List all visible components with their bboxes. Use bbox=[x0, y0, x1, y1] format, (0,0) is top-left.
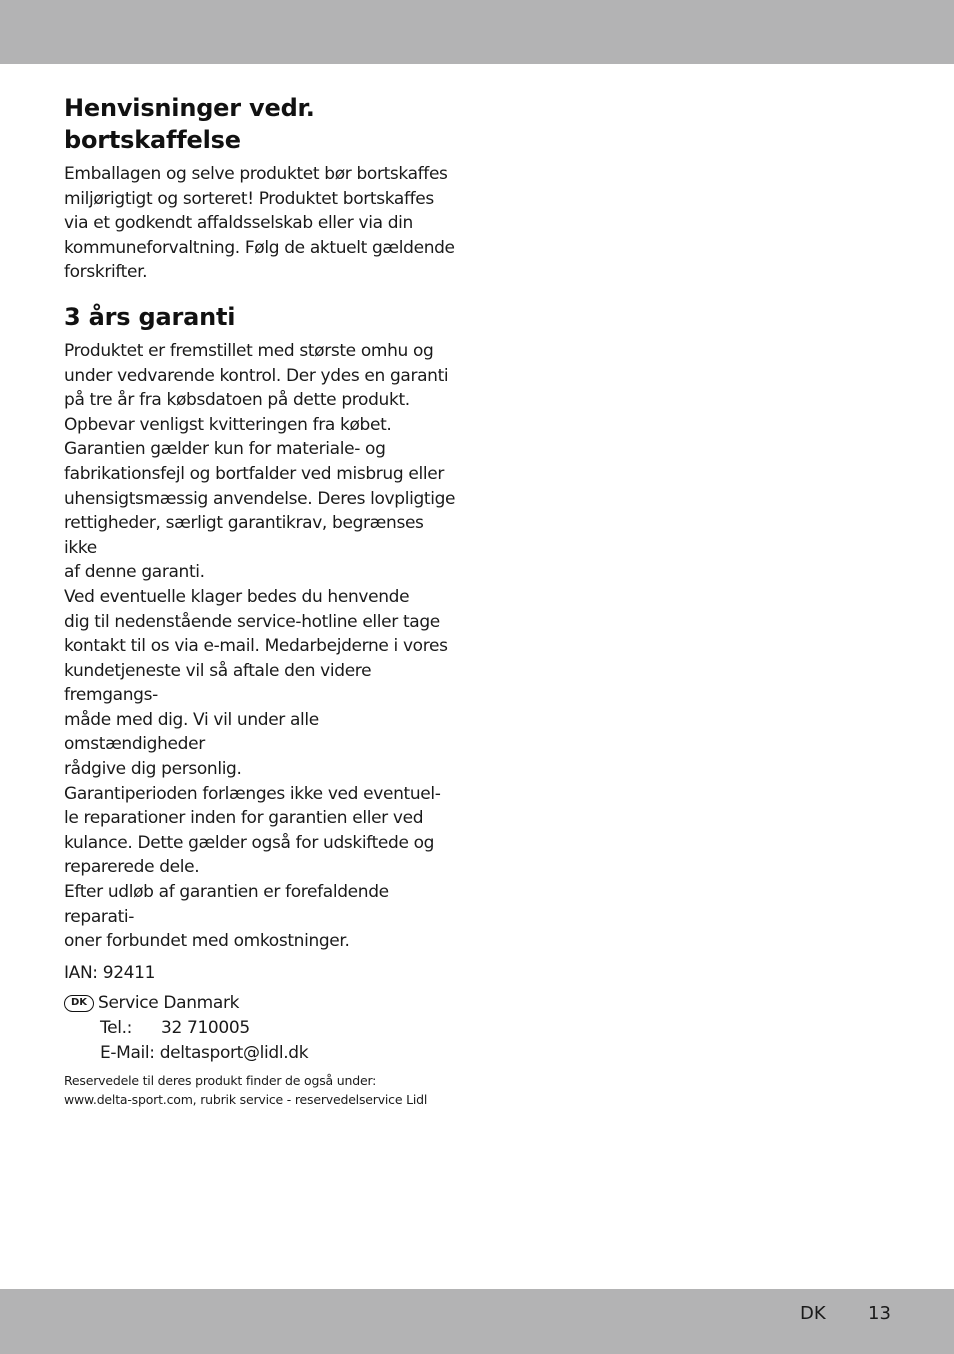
warranty-paragraph-4: Garantiperioden forlænges ikke ved eventuel- le reparationer inden for garantien eller ved kulance. Dette gælder også for udskiftede og reparerede dele. bbox=[64, 783, 441, 878]
footer-language: DK bbox=[800, 1303, 826, 1324]
country-badge-icon: DK bbox=[64, 995, 94, 1012]
warranty-paragraph-5: Efter udløb af garantien er forefaldende reparati- oner forbundet med omkostninger. bbox=[64, 882, 389, 952]
page-number: 13 bbox=[868, 1303, 891, 1324]
warranty-paragraph-2: Garantien gælder kun for materiale- og fabrikationsfejl og bortfalder ved misbrug eller uhensigtsmæssig anvendelse. Deres lovpligtige rettigheder, særligt garantikrav, begrænses ikke af denne garanti. bbox=[64, 439, 456, 583]
service-block bbox=[64, 991, 459, 1065]
ian-number: IAN: 92411 bbox=[64, 962, 156, 983]
disposal-heading bbox=[64, 92, 459, 156]
spare-parts-note: Reservedele til deres produkt finder de også under: www.delta-sport.com, rubrik service - reservedelservice Lidl bbox=[64, 1073, 428, 1108]
warranty-paragraph-3: Ved eventuelle klager bedes du henvende dig til nedenstående service-hotline eller tage kontakt til os via e-mail. Medarbejderne i vores kundetjeneste vil så aftale den videre fremgangs- måde med dig. Vi vil under alle omstændigheder rådgive dig personlig. bbox=[64, 586, 448, 780]
tel-value: 32 710005 bbox=[161, 1018, 250, 1038]
tel-label: Tel.: bbox=[100, 1018, 133, 1038]
disposal-heading-line1: Henvisninger vedr. bbox=[64, 94, 315, 122]
header-band bbox=[0, 0, 954, 64]
service-email: E-Mail: deltasport@lidl.dk bbox=[100, 1042, 309, 1063]
service-title: Service Danmark bbox=[98, 993, 240, 1014]
service-tel-row bbox=[64, 1016, 459, 1041]
disposal-text: Emballagen og selve produktet bør bortskaffes miljørigtigt og sorteret! Produktet bortskaffes via et godkendt affaldsselskab eller via din kommuneforvaltning. Følg de aktuelt gældende forskrifter. bbox=[64, 164, 455, 283]
warranty-heading: 3 års garanti bbox=[64, 302, 236, 331]
disposal-heading-line2: bortskaffelse bbox=[64, 126, 241, 154]
page-content bbox=[64, 92, 459, 1109]
warranty-paragraph-1: Produktet er fremstillet med største omhu og under vedvarende kontrol. Der ydes en garanti på tre år fra købsdatoen på dette produkt. Opbevar venligst kvitteringen fra købet. bbox=[64, 340, 449, 435]
